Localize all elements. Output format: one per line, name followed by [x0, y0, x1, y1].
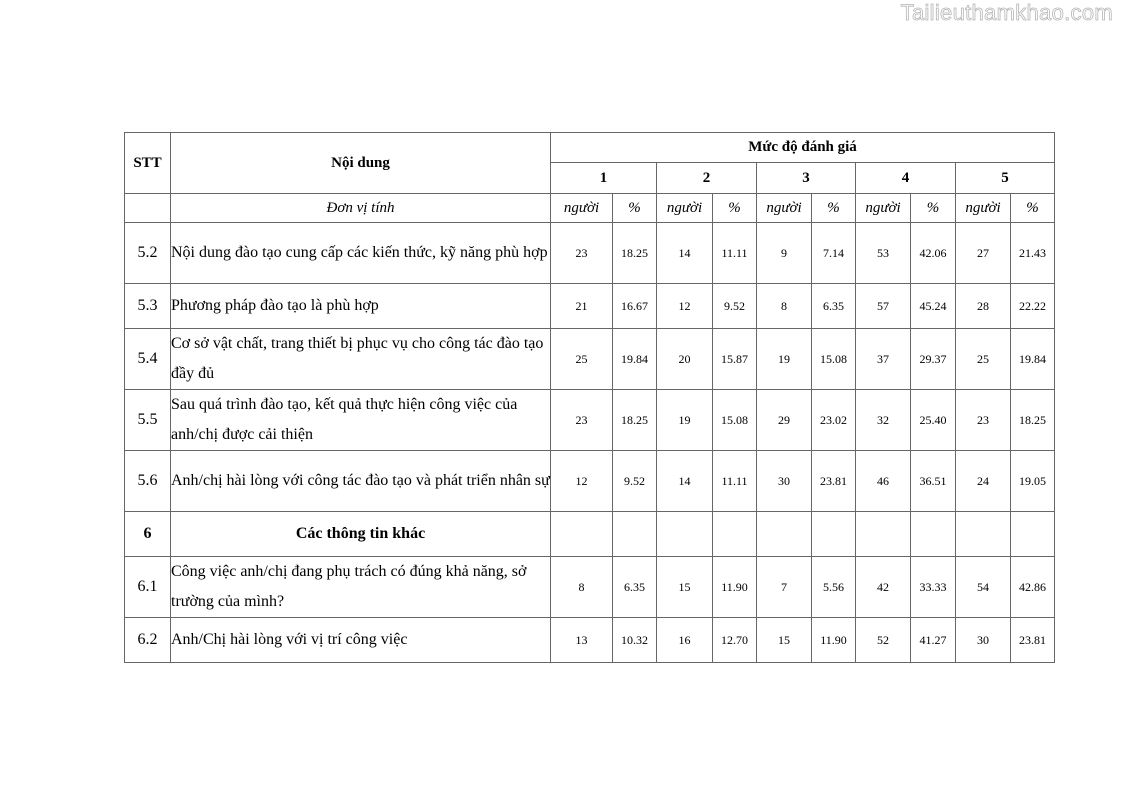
unit-person: người: [757, 194, 812, 223]
count-cell: 15: [657, 557, 713, 618]
table-row: [125, 451, 1055, 512]
stt-cell: 5.6: [125, 451, 171, 512]
count-cell: [956, 512, 1011, 557]
count-cell: 12: [657, 284, 713, 329]
percent-cell: 11.11: [713, 451, 757, 512]
unit-percent: %: [713, 194, 757, 223]
count-cell: 32: [856, 390, 911, 451]
level-5-header: 5: [956, 163, 1055, 194]
count-cell: 13: [551, 618, 613, 663]
percent-cell: 11.11: [713, 223, 757, 284]
percent-cell: 25.40: [911, 390, 956, 451]
count-cell: 23: [551, 390, 613, 451]
content-header: Nội dung: [171, 133, 551, 194]
content-cell: Các thông tin khác: [171, 512, 551, 557]
content-cell: Anh/chị hài lòng với công tác đào tạo và phát triển nhân sự: [171, 451, 551, 512]
stt-cell: 6.2: [125, 618, 171, 663]
percent-cell: 12.70: [713, 618, 757, 663]
count-cell: 30: [956, 618, 1011, 663]
table-row: [125, 284, 1055, 329]
table-row: [125, 329, 1055, 390]
unit-person: người: [551, 194, 613, 223]
count-cell: 23: [956, 390, 1011, 451]
percent-cell: 11.90: [812, 618, 856, 663]
percent-cell: 15.08: [713, 390, 757, 451]
count-cell: 54: [956, 557, 1011, 618]
count-cell: 14: [657, 451, 713, 512]
percent-cell: 16.67: [613, 284, 657, 329]
count-cell: 52: [856, 618, 911, 663]
percent-cell: 21.43: [1011, 223, 1055, 284]
watermark-text: Tailieuthamkhao.com: [900, 0, 1113, 25]
count-cell: 21: [551, 284, 613, 329]
percent-cell: 5.56: [812, 557, 856, 618]
table-body: [125, 133, 1055, 663]
count-cell: 53: [856, 223, 911, 284]
percent-cell: 22.22: [1011, 284, 1055, 329]
count-cell: 25: [956, 329, 1011, 390]
rating-header: Mức độ đánh giá: [551, 133, 1055, 163]
percent-cell: 33.33: [911, 557, 956, 618]
count-cell: 29: [757, 390, 812, 451]
table-row: [125, 557, 1055, 618]
percent-cell: 15.87: [713, 329, 757, 390]
percent-cell: [713, 512, 757, 557]
header-row: [125, 133, 1055, 163]
count-cell: 8: [551, 557, 613, 618]
percent-cell: 45.24: [911, 284, 956, 329]
count-cell: 16: [657, 618, 713, 663]
percent-cell: 42.06: [911, 223, 956, 284]
count-cell: 37: [856, 329, 911, 390]
content-cell: Sau quá trình đào tạo, kết quả thực hiện công việc của anh/chị được cải thiện: [171, 390, 551, 451]
unit-row: [125, 194, 1055, 223]
percent-cell: 7.14: [812, 223, 856, 284]
count-cell: 15: [757, 618, 812, 663]
percent-cell: [613, 512, 657, 557]
percent-cell: 23.02: [812, 390, 856, 451]
count-cell: 42: [856, 557, 911, 618]
unit-person: người: [956, 194, 1011, 223]
content-cell: Phương pháp đào tạo là phù hợp: [171, 284, 551, 329]
percent-cell: 9.52: [713, 284, 757, 329]
count-cell: 8: [757, 284, 812, 329]
percent-cell: 18.25: [613, 390, 657, 451]
count-cell: 30: [757, 451, 812, 512]
table-row: [125, 390, 1055, 451]
table-row: [125, 618, 1055, 663]
count-cell: 20: [657, 329, 713, 390]
level-2-header: 2: [657, 163, 757, 194]
count-cell: 19: [657, 390, 713, 451]
stt-cell: 5.5: [125, 390, 171, 451]
count-cell: 14: [657, 223, 713, 284]
count-cell: [657, 512, 713, 557]
percent-cell: [1011, 512, 1055, 557]
unit-percent: %: [911, 194, 956, 223]
percent-cell: 6.35: [812, 284, 856, 329]
count-cell: 9: [757, 223, 812, 284]
percent-cell: 9.52: [613, 451, 657, 512]
stt-cell: 5.2: [125, 223, 171, 284]
count-cell: 23: [551, 223, 613, 284]
count-cell: 19: [757, 329, 812, 390]
unit-person: người: [856, 194, 911, 223]
table-row: [125, 512, 1055, 557]
unit-stt-cell: [125, 194, 171, 223]
count-cell: [856, 512, 911, 557]
percent-cell: 19.84: [1011, 329, 1055, 390]
percent-cell: [911, 512, 956, 557]
count-cell: 24: [956, 451, 1011, 512]
percent-cell: 36.51: [911, 451, 956, 512]
count-cell: [551, 512, 613, 557]
percent-cell: 6.35: [613, 557, 657, 618]
survey-table: [124, 132, 1055, 663]
count-cell: 12: [551, 451, 613, 512]
count-cell: 27: [956, 223, 1011, 284]
count-cell: 25: [551, 329, 613, 390]
count-cell: 28: [956, 284, 1011, 329]
level-1-header: 1: [551, 163, 657, 194]
percent-cell: 23.81: [812, 451, 856, 512]
stt-cell: 6: [125, 512, 171, 557]
count-cell: 46: [856, 451, 911, 512]
content-cell: Công việc anh/chị đang phụ trách có đúng khả năng, sở trường của mình?: [171, 557, 551, 618]
unit-percent: %: [1011, 194, 1055, 223]
percent-cell: 18.25: [613, 223, 657, 284]
percent-cell: 19.05: [1011, 451, 1055, 512]
percent-cell: 15.08: [812, 329, 856, 390]
percent-cell: 19.84: [613, 329, 657, 390]
level-3-header: 3: [757, 163, 856, 194]
level-4-header: 4: [856, 163, 956, 194]
percent-cell: 18.25: [1011, 390, 1055, 451]
content-cell: Anh/Chị hài lòng với vị trí công việc: [171, 618, 551, 663]
content-cell: Nội dung đào tạo cung cấp các kiến thức, kỹ năng phù hợp: [171, 223, 551, 284]
percent-cell: 23.81: [1011, 618, 1055, 663]
table-row: [125, 223, 1055, 284]
count-cell: 57: [856, 284, 911, 329]
stt-cell: 5.4: [125, 329, 171, 390]
stt-cell: 5.3: [125, 284, 171, 329]
stt-header: STT: [125, 133, 171, 194]
unit-person: người: [657, 194, 713, 223]
percent-cell: 11.90: [713, 557, 757, 618]
percent-cell: 41.27: [911, 618, 956, 663]
count-cell: 7: [757, 557, 812, 618]
percent-cell: 42.86: [1011, 557, 1055, 618]
unit-percent: %: [613, 194, 657, 223]
unit-label: Đơn vị tính: [171, 194, 551, 223]
percent-cell: 10.32: [613, 618, 657, 663]
count-cell: [757, 512, 812, 557]
percent-cell: [812, 512, 856, 557]
unit-percent: %: [812, 194, 856, 223]
percent-cell: 29.37: [911, 329, 956, 390]
content-cell: Cơ sở vật chất, trang thiết bị phục vụ cho công tác đào tạo đầy đủ: [171, 329, 551, 390]
stt-cell: 6.1: [125, 557, 171, 618]
